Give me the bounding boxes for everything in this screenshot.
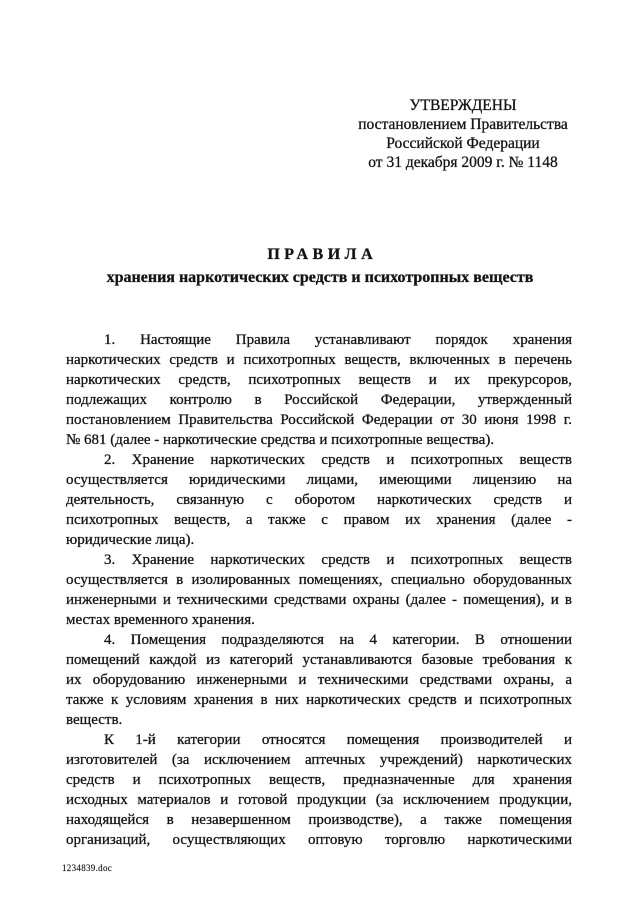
approval-line: постановлением Правительства xyxy=(358,116,568,133)
text-line: инженерными и техническими средствами охраны (далее - помещения), и в xyxy=(66,592,572,608)
text-line: также к условиям хранения в них наркотических средств и психотропных xyxy=(66,692,572,708)
text-line: исходных материалов и готовой продукции (за исключением продукции, xyxy=(66,792,572,808)
text-line: 4. Помещения подразделяются на 4 категории. В отношении xyxy=(104,632,572,648)
document-subtitle: хранения наркотических средств и психотропных веществ xyxy=(106,269,534,286)
text-line: средств и психотропных веществ, предназначенные для хранения xyxy=(66,772,572,788)
footer-filename: 1234839.doc xyxy=(62,863,113,873)
approval-line: УТВЕРЖДЕНЫ xyxy=(409,97,517,114)
approval-block xyxy=(338,96,588,172)
text-line: веществ. xyxy=(66,712,123,728)
text-line: осуществляется в изолированных помещениях, специально оборудованных xyxy=(66,572,572,588)
text-line: № 681 (далее - наркотические средства и психотропные вещества). xyxy=(66,432,495,448)
text-line: находящейся в незавершенном производстве), а также помещения xyxy=(66,812,572,828)
text-line: их оборудованию инженерными и техническими средствами охраны, а xyxy=(66,672,572,688)
approval-line: от 31 декабря 2009 г. № 1148 xyxy=(368,154,558,171)
text-line: изготовителей (за исключением аптечных учреждений) наркотических xyxy=(66,752,572,768)
text-line: наркотических средств, психотропных веществ и их прекурсоров, xyxy=(66,372,572,388)
text-line: юридические лица). xyxy=(66,532,195,548)
text-line: организаций, осуществляющих оптовую торговлю наркотическими xyxy=(66,832,572,848)
text-line: местах временного хранения. xyxy=(66,612,255,628)
text-line: психотропных веществ, а также с правом их хранения (далее - xyxy=(66,512,572,528)
text-line: деятельность, связанную с оборотом наркотических средств и xyxy=(66,492,572,508)
text-line: постановлением Правительства Российской Федерации от 30 июня 1998 г. xyxy=(66,412,572,428)
body-text xyxy=(66,330,572,850)
text-line: К 1-й категории относятся помещения производителей и xyxy=(104,732,572,748)
text-line: подлежащих контролю в Российской Федерации, утвержденный xyxy=(66,392,572,408)
document-title: ПРАВИЛА xyxy=(267,246,378,263)
text-line: помещений каждой из категорий устанавливаются базовые требования к xyxy=(66,652,572,668)
text-line: 2. Хранение наркотических средств и психотропных веществ xyxy=(104,452,572,468)
text-line: наркотических средств и психотропных веществ, включенных в перечень xyxy=(66,352,572,368)
text-line: осуществляется юридическими лицами, имеющими лицензию на xyxy=(66,472,572,488)
text-line: 3. Хранение наркотических средств и психотропных веществ xyxy=(104,552,572,568)
text-line: 1. Настоящие Правила устанавливают порядок хранения xyxy=(104,332,572,348)
approval-line: Российской Федерации xyxy=(386,135,540,152)
